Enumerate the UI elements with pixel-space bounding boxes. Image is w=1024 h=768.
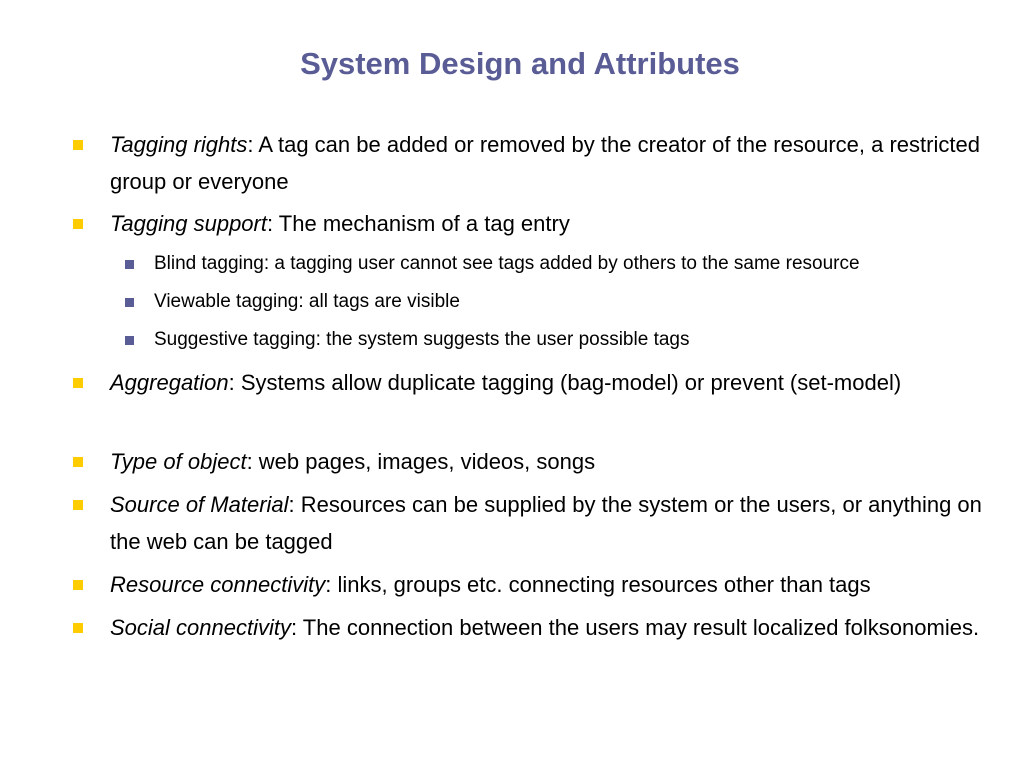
bullet-term: Aggregation bbox=[110, 370, 229, 395]
sub-bullet-item bbox=[154, 328, 1014, 352]
square-sub-bullet-icon bbox=[125, 260, 134, 269]
bullet-item bbox=[110, 486, 1010, 560]
bullet-item bbox=[110, 126, 1010, 200]
bullet-term: Social connectivity bbox=[110, 615, 291, 640]
bullet-text: : web pages, images, videos, songs bbox=[246, 449, 596, 474]
slide-title: System Design and Attributes bbox=[300, 46, 740, 81]
square-bullet-icon bbox=[73, 580, 83, 590]
square-bullet-icon bbox=[73, 219, 83, 229]
square-bullet-icon bbox=[73, 140, 83, 150]
sub-bullet-text: Blind tagging: a tagging user cannot see tags added by others to the same resource bbox=[154, 253, 860, 274]
bullet-item bbox=[110, 443, 1010, 480]
sub-bullet-item bbox=[154, 252, 1014, 276]
bullet-item bbox=[110, 364, 1010, 401]
bullet-text: : A tag can be added or removed by the creator of the resource, a restricted group or everyone bbox=[110, 132, 980, 194]
sub-bullet-text: Viewable tagging: all tags are visible bbox=[154, 291, 460, 312]
sub-bullet-item bbox=[154, 290, 1014, 314]
square-sub-bullet-icon bbox=[125, 298, 134, 307]
bullet-text: : The connection between the users may result localized folksonomies. bbox=[290, 615, 980, 640]
square-bullet-icon bbox=[73, 500, 83, 510]
square-bullet-icon bbox=[73, 623, 83, 633]
bullet-item bbox=[110, 609, 1010, 646]
bullet-text: : links, groups etc. connecting resources other than tags bbox=[325, 572, 871, 597]
bullet-term: Resource connectivity bbox=[110, 572, 326, 597]
bullet-text: : Resources can be supplied by the system or the users, or anything on the web can be tagged bbox=[110, 492, 982, 554]
bullet-term: Type of object bbox=[110, 449, 247, 474]
bullet-term: Tagging support bbox=[110, 211, 267, 236]
bullet-item bbox=[110, 205, 1010, 242]
bullet-term: Source of Material bbox=[110, 492, 289, 517]
bullet-text: : Systems allow duplicate tagging (bag-model) or prevent (set-model) bbox=[228, 370, 902, 395]
square-bullet-icon bbox=[73, 378, 83, 388]
square-sub-bullet-icon bbox=[125, 336, 134, 345]
square-bullet-icon bbox=[73, 457, 83, 467]
bullet-term: Tagging rights bbox=[110, 132, 248, 157]
bullet-text: : The mechanism of a tag entry bbox=[266, 211, 570, 236]
bullet-item bbox=[110, 566, 1010, 603]
sub-bullet-text: Suggestive tagging: the system suggests the user possible tags bbox=[154, 329, 690, 350]
